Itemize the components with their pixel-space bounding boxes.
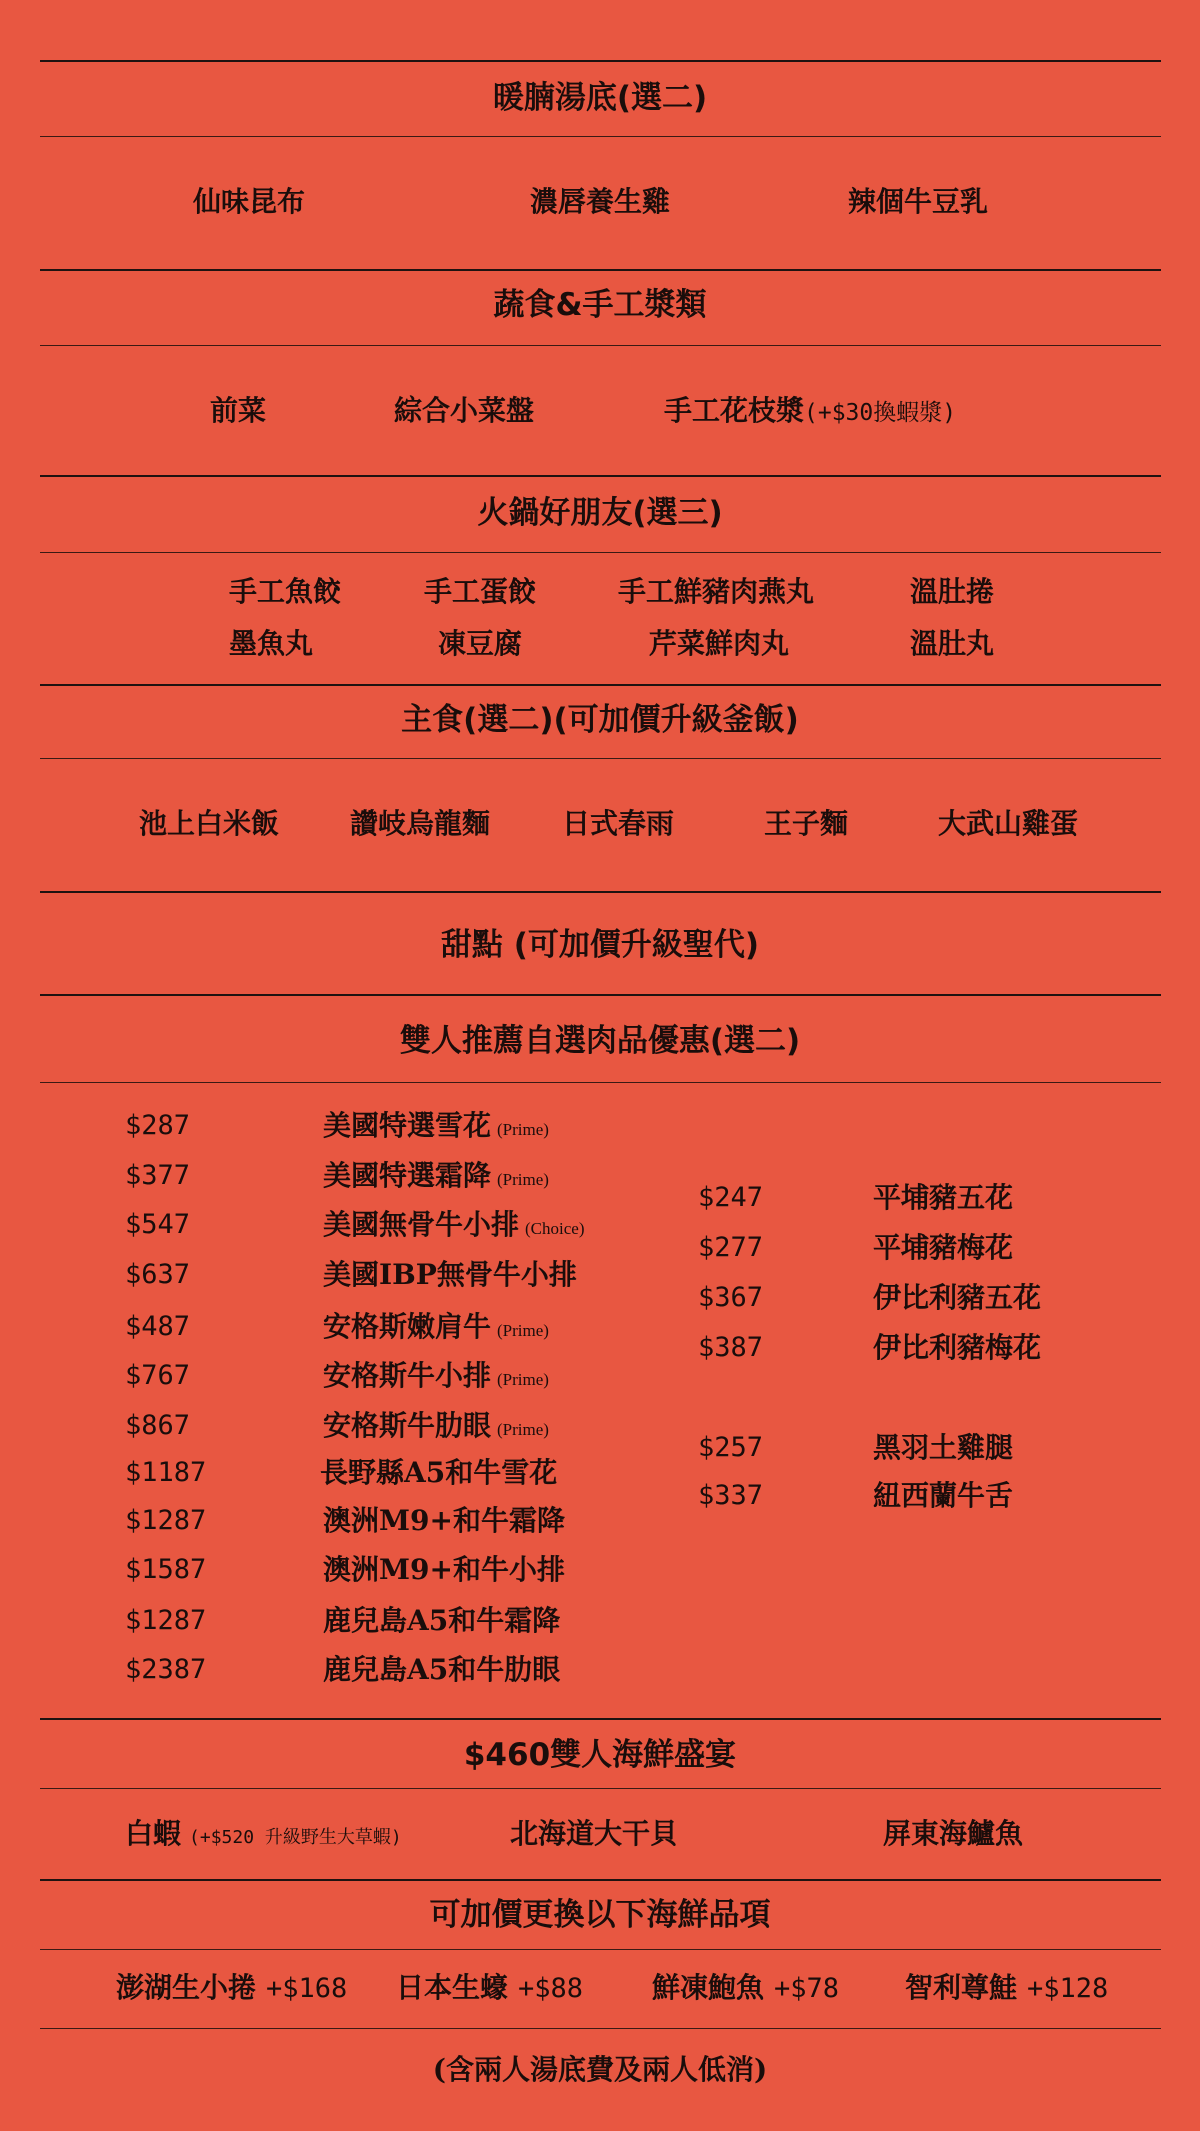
staple-item: 池上白米飯 xyxy=(139,807,280,840)
hotpot-item: 手工魚餃 xyxy=(229,575,342,608)
soup-item: 濃唇養生雞 xyxy=(530,185,671,218)
meat-name-label: 美國特選雪花 xyxy=(323,1109,492,1142)
meat-name-label: 美國無骨牛小排 xyxy=(323,1208,520,1241)
upgrade-item xyxy=(905,1970,1108,2007)
meat-price: $767 xyxy=(125,1360,191,1391)
meat-name-label: 鹿兒島A5和牛肋眼 xyxy=(323,1653,561,1686)
divider xyxy=(40,1082,1161,1083)
meat-name xyxy=(323,1503,565,1539)
seafood-item: 屏東海鱸魚 xyxy=(883,1817,1024,1850)
staple-item: 大武山雞蛋 xyxy=(938,807,1079,840)
meat-price: $487 xyxy=(125,1311,191,1342)
upgrade-item-price: +$168 xyxy=(266,1973,348,2004)
meat-name: 伊比利豬五花 xyxy=(873,1281,1042,1314)
hotpot-heading: 火鍋好朋友(選三) xyxy=(477,495,723,531)
meat-name xyxy=(323,1207,585,1247)
meat-name: 伊比利豬梅花 xyxy=(873,1331,1042,1364)
meat-price: $277 xyxy=(698,1232,764,1263)
meat-grade-tag: (Prime) xyxy=(497,1420,549,1439)
meat-name: 紐西蘭牛舌 xyxy=(873,1479,1014,1512)
meat-price: $387 xyxy=(698,1332,764,1363)
veg-item-label: 手工花枝漿 xyxy=(664,394,805,427)
veg-note: (+$30換蝦漿) xyxy=(804,400,957,426)
upgrade-item-name: 澎湖生小捲 xyxy=(116,1971,257,2004)
hotpot-item: 墨魚丸 xyxy=(229,627,314,660)
seafood-item xyxy=(125,1816,402,1856)
divider xyxy=(40,60,1161,62)
meat-name xyxy=(323,1108,549,1148)
meat-price: $1187 xyxy=(125,1457,207,1488)
divider xyxy=(40,552,1161,553)
upgrade-item-price: +$78 xyxy=(774,1973,840,2004)
dessert-heading: 甜點 (可加價升級聖代) xyxy=(440,927,760,963)
meat-price: $1587 xyxy=(125,1554,207,1585)
veg-item: 前菜 xyxy=(210,394,267,427)
hotpot-item: 溫肚捲 xyxy=(910,575,995,608)
meat-name xyxy=(323,1408,549,1448)
divider xyxy=(40,269,1161,271)
meat-price: $367 xyxy=(698,1282,764,1313)
staple-item: 日式春雨 xyxy=(562,807,675,840)
upgrade-item xyxy=(116,1970,347,2007)
upgrade-item-name: 日本生蠔 xyxy=(396,1971,509,2004)
meat-name xyxy=(323,1603,560,1639)
meat-name xyxy=(320,1455,557,1491)
meat-name: 平埔豬梅花 xyxy=(873,1231,1014,1264)
meat-name-label: 安格斯嫩肩牛 xyxy=(323,1310,492,1343)
staple-heading: 主食(選二)(可加價升級釜飯) xyxy=(401,702,799,738)
hotpot-item: 凍豆腐 xyxy=(438,627,523,660)
hotpot-item: 手工鮮豬肉燕丸 xyxy=(618,575,815,608)
meat-name xyxy=(323,1358,549,1398)
footer-note: (含兩人湯底費及兩人低消) xyxy=(432,2053,768,2086)
meat-grade-tag: (Prime) xyxy=(497,1170,549,1189)
soup-heading: 暖腩湯底(選二) xyxy=(492,80,708,116)
divider xyxy=(40,1788,1161,1789)
meat-name xyxy=(323,1552,565,1588)
meat-grade-tag: (Choice) xyxy=(525,1219,585,1238)
veg-heading: 蔬食&手工漿類 xyxy=(493,287,707,323)
meat-price: $257 xyxy=(698,1432,764,1463)
upgrade-item-price: +$128 xyxy=(1027,1973,1109,2004)
meat-name-label: 安格斯牛小排 xyxy=(323,1359,492,1392)
upgrade-item xyxy=(396,1970,583,2007)
veg-item xyxy=(664,393,956,431)
meat-price: $1287 xyxy=(125,1505,207,1536)
meat-name-label: 美國特選霜降 xyxy=(323,1159,492,1192)
hotpot-item: 手工蛋餃 xyxy=(424,575,537,608)
upgrade-item-name: 鮮凍鮑魚 xyxy=(652,1971,765,2004)
soup-item: 仙味昆布 xyxy=(193,185,306,218)
hotpot-item: 溫肚丸 xyxy=(910,627,995,660)
meat-name xyxy=(323,1652,560,1688)
seafood-item: 北海道大干貝 xyxy=(510,1817,679,1850)
divider xyxy=(40,1879,1161,1881)
meat-name-label: 澳洲M9+和牛霜降 xyxy=(323,1504,565,1537)
veg-item: 綜合小菜盤 xyxy=(394,394,535,427)
divider xyxy=(40,684,1161,686)
divider xyxy=(40,475,1161,477)
seafood-item-label: 白蝦 xyxy=(125,1817,182,1850)
hotpot-item: 芹菜鮮肉丸 xyxy=(649,627,790,660)
meat-price: $2387 xyxy=(125,1654,207,1685)
meat-price: $867 xyxy=(125,1410,191,1441)
staple-item: 王子麵 xyxy=(764,807,849,840)
upgrade-item-price: +$88 xyxy=(518,1973,584,2004)
meat-grade-tag: (Prime) xyxy=(497,1370,549,1389)
meat-price: $377 xyxy=(125,1160,191,1191)
meat-name-label: 美國IBP無骨牛小排 xyxy=(323,1258,577,1291)
divider xyxy=(40,1718,1161,1720)
meat-price: $637 xyxy=(125,1259,191,1290)
meat-name: 黑羽土雞腿 xyxy=(873,1431,1014,1464)
meat-name-label: 長野縣A5和牛雪花 xyxy=(320,1456,558,1489)
soup-item: 辣個牛豆乳 xyxy=(848,185,989,218)
meat-price: $287 xyxy=(125,1110,191,1141)
upgrade-item xyxy=(652,1970,839,2007)
divider xyxy=(40,891,1161,893)
meat-name xyxy=(323,1257,577,1293)
meat-price: $547 xyxy=(125,1209,191,1240)
upgrade-item-name: 智利尊鮭 xyxy=(905,1971,1018,2004)
divider xyxy=(40,1949,1161,1950)
meat-heading: 雙人推薦自選肉品優惠(選二) xyxy=(399,1023,801,1059)
seafood-heading: $460雙人海鮮盛宴 xyxy=(463,1737,737,1773)
divider xyxy=(40,758,1161,759)
meat-name xyxy=(323,1158,549,1198)
meat-price: $1287 xyxy=(125,1605,207,1636)
divider xyxy=(40,345,1161,346)
meat-price: $337 xyxy=(698,1480,764,1511)
staple-item: 讚岐烏龍麵 xyxy=(350,807,491,840)
meat-name-label: 安格斯牛肋眼 xyxy=(323,1409,492,1442)
meat-grade-tag: (Prime) xyxy=(497,1120,549,1139)
meat-name: 平埔豬五花 xyxy=(873,1181,1014,1214)
divider xyxy=(40,2028,1161,2029)
divider xyxy=(40,136,1161,137)
meat-name xyxy=(323,1309,549,1349)
meat-grade-tag: (Prime) xyxy=(497,1321,549,1340)
shrimp-upgrade-note: (+$520 升級野生大草蝦) xyxy=(189,1827,402,1848)
meat-name-label: 澳洲M9+和牛小排 xyxy=(323,1553,565,1586)
upgrade-heading: 可加價更換以下海鮮品項 xyxy=(429,1897,771,1933)
divider xyxy=(40,994,1161,996)
meat-price: $247 xyxy=(698,1182,764,1213)
meat-name-label: 鹿兒島A5和牛霜降 xyxy=(323,1604,561,1637)
